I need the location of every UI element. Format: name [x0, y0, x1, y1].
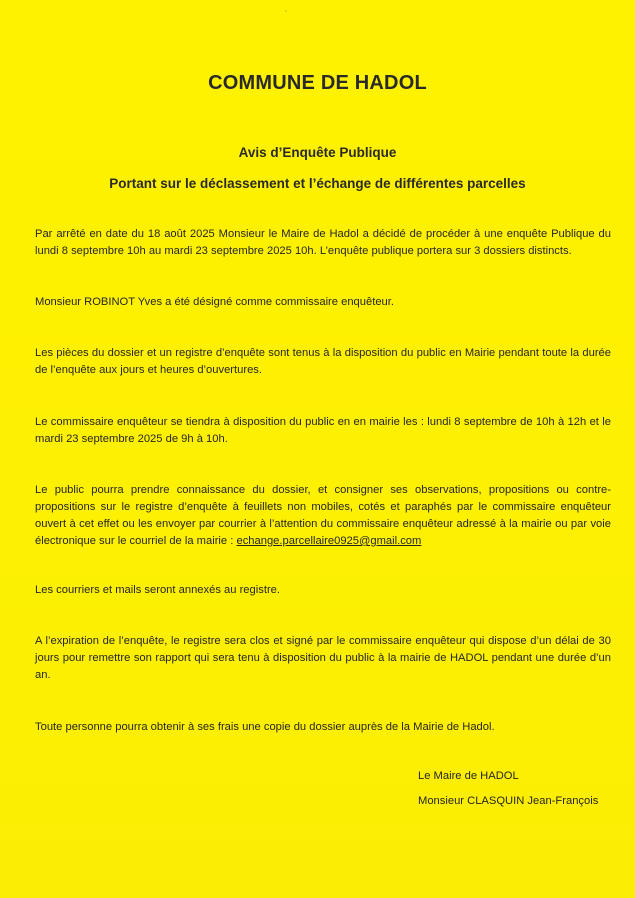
signature-name: Monsieur CLASQUIN Jean-François: [418, 795, 599, 807]
email-link[interactable]: echange.parcellaire0925@gmail.com: [236, 535, 422, 547]
paragraph-documents: Les pièces du dossier et un registre d’enquête sont tenus à la disposition du public en Mairie pendant toute la durée de l’enquête aux jours et heures d’ouvertures.: [35, 347, 611, 376]
paragraph-commissioner: Monsieur ROBINOT Yves a été désigné comme commissaire enquêteur.: [35, 296, 394, 308]
observations-text: Le public pourra prendre connaissance du dossier, et consigner ses observations, propositions ou contre-propositions sur le registre d’enquête à feuillets non mobiles, cotés et paraphés par le commissaire enquêteur ouvert à cet effet ou les envoyer par courrier à l’attention du commissaire enquêteur adressé à la mairie ou par voie électronique sur le courriel de la mairie :: [35, 484, 611, 547]
paragraph-expiration: A l’expiration de l’enquête, le registre sera clos et signé par le commissaire enquêteur qui dispose d’un délai de 30 jours pour remettre son rapport qui sera tenu à disposition du public à la mairie de HADOL pendant une durée d’un an.: [35, 635, 611, 681]
notice-subheading: Portant sur le déclassement et l’échange de différentes parcelles: [109, 176, 526, 191]
paragraph-availability: Le commissaire enquêteur se tiendra à disposition du public en en mairie les : lundi 8 septembre de 10h à 12h et le mardi 23 septembre 2025 de 9h à 10h.: [35, 416, 611, 445]
notice-heading: Avis d’Enquête Publique: [238, 145, 397, 160]
page-title: COMMUNE DE HADOL: [208, 72, 427, 94]
scan-mark: [285, 10, 287, 12]
paragraph-observations: [35, 482, 611, 550]
paragraph-copy: Toute personne pourra obtenir à ses frais une copie du dossier auprès de la Mairie de Hadol.: [35, 721, 495, 733]
signature-title: Le Maire de HADOL: [418, 770, 519, 782]
paragraph-decree: Par arrêté en date du 18 août 2025 Monsieur le Maire de Hadol a décidé de procéder à une enquête Publique du lundi 8 septembre 10h au mardi 23 septembre 2025 10h. L’enquête publique portera sur 3 dossiers distincts.: [35, 228, 611, 257]
paragraph-annex: Les courriers et mails seront annexés au registre.: [35, 584, 280, 596]
